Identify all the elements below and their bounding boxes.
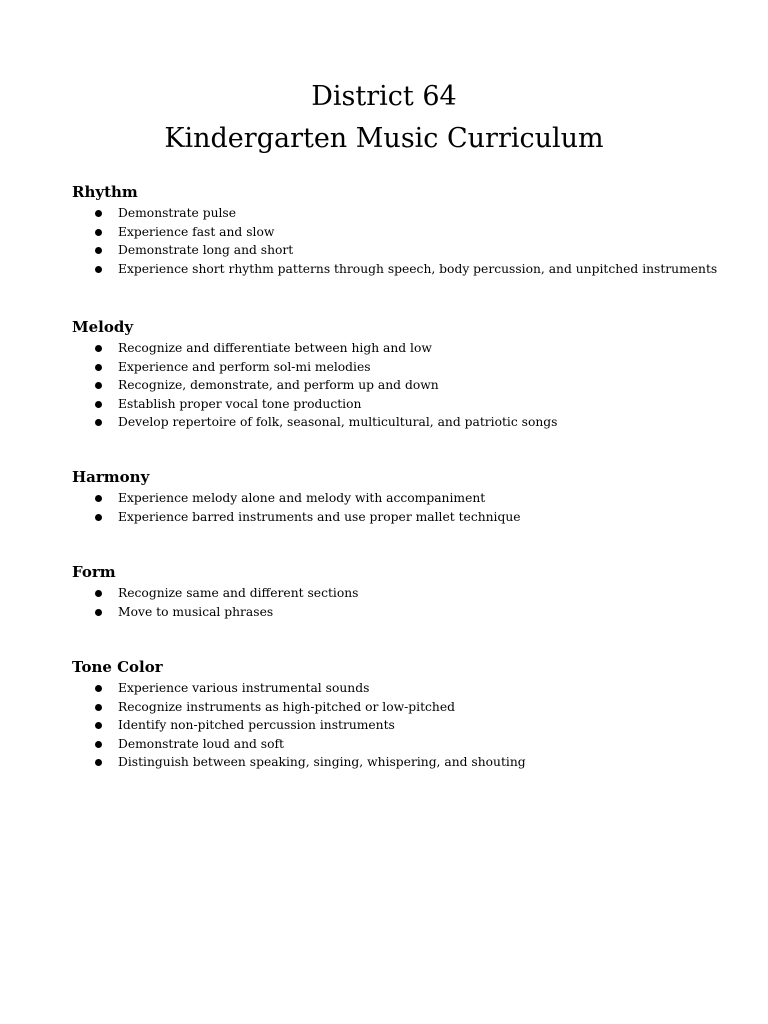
title-district: District 64: [311, 81, 457, 112]
list-item-text: Experience melody alone and melody with accompaniment: [118, 491, 486, 505]
list-item-text: Recognize and differentiate between high and low: [118, 341, 432, 355]
list-item-text: Recognize, demonstrate, and perform up and down: [118, 378, 439, 393]
list-item: [72, 489, 752, 508]
list-item-text: Experience barred instruments and use proper mallet technique: [118, 509, 521, 524]
section-heading-melody: Melody: [72, 318, 134, 336]
bullet-icon: [95, 495, 102, 502]
bullet-icon: [95, 229, 102, 236]
list-item: [72, 358, 752, 377]
list-item: [72, 413, 752, 432]
list-item-text: Develop repertoire of folk, seasonal, multicultural, and patriotic songs: [118, 415, 558, 430]
list-item-text: Move to musical phrases: [118, 604, 274, 619]
bullet-icon: [95, 704, 102, 711]
list-item-text: Demonstrate long and short: [118, 243, 294, 258]
list-item: [72, 395, 752, 414]
list-item-text: Identify non-pitched percussion instruments: [118, 718, 395, 733]
list-item-text: Recognize same and different sections: [118, 586, 359, 600]
bullet-icon: [95, 382, 102, 389]
bullet-list-melody: [72, 339, 752, 432]
list-item: [72, 698, 752, 717]
section-heading-form: Form: [72, 563, 116, 581]
list-item-text: Recognize instruments as high-pitched or low-pitched: [118, 699, 456, 714]
bullet-icon: [95, 759, 102, 766]
bullet-list-rhythm: [72, 204, 752, 278]
section-form: [72, 562, 752, 621]
bullet-list-harmony: [72, 489, 752, 526]
bullet-icon: [95, 247, 102, 254]
list-item: [72, 223, 752, 242]
list-item-text: Establish proper vocal tone production: [118, 396, 362, 411]
list-item-text: Demonstrate pulse: [118, 206, 237, 220]
bullet-icon: [95, 345, 102, 352]
section-heading-harmony: Harmony: [72, 468, 150, 486]
bullet-icon: [95, 590, 102, 597]
list-item-text: Experience short rhythm patterns through speech, body percussion, and unpitched instruments: [118, 261, 718, 276]
bullet-icon: [95, 609, 102, 616]
bullet-icon: [95, 210, 102, 217]
list-item: [72, 735, 752, 754]
list-item: [72, 679, 752, 698]
bullet-icon: [95, 514, 102, 521]
bullet-list-form: [72, 584, 752, 621]
bullet-icon: [95, 266, 102, 273]
list-item: [72, 603, 752, 622]
list-item: [72, 241, 752, 260]
list-item-text: Distinguish between speaking, singing, whispering, and shouting: [118, 755, 526, 770]
list-item-text: Experience and perform sol-mi melodies: [118, 359, 371, 374]
list-item: [72, 204, 752, 223]
list-item: [72, 716, 752, 735]
bullet-icon: [95, 722, 102, 729]
section-rhythm: [72, 182, 752, 278]
list-item: [72, 376, 752, 395]
title-curriculum: Kindergarten Music Curriculum: [164, 123, 604, 154]
bullet-icon: [95, 685, 102, 692]
section-heading-rhythm: Rhythm: [72, 183, 138, 201]
list-item-text: Experience fast and slow: [118, 224, 275, 239]
section-heading-tone-color: Tone Color: [72, 658, 163, 676]
list-item: [72, 339, 752, 358]
bullet-icon: [95, 419, 102, 426]
list-item: [72, 260, 752, 279]
bullet-icon: [95, 741, 102, 748]
title-block: [0, 76, 768, 160]
bullet-icon: [95, 401, 102, 408]
section-tone-color: [72, 657, 752, 772]
section-harmony: [72, 467, 752, 526]
list-item: [72, 753, 752, 772]
list-item: [72, 584, 752, 603]
bullet-list-tone-color: [72, 679, 752, 772]
list-item: [72, 508, 752, 527]
section-melody: [72, 317, 752, 432]
list-item-text: Experience various instrumental sounds: [118, 681, 370, 695]
list-item-text: Demonstrate loud and soft: [118, 736, 284, 751]
bullet-icon: [95, 364, 102, 371]
